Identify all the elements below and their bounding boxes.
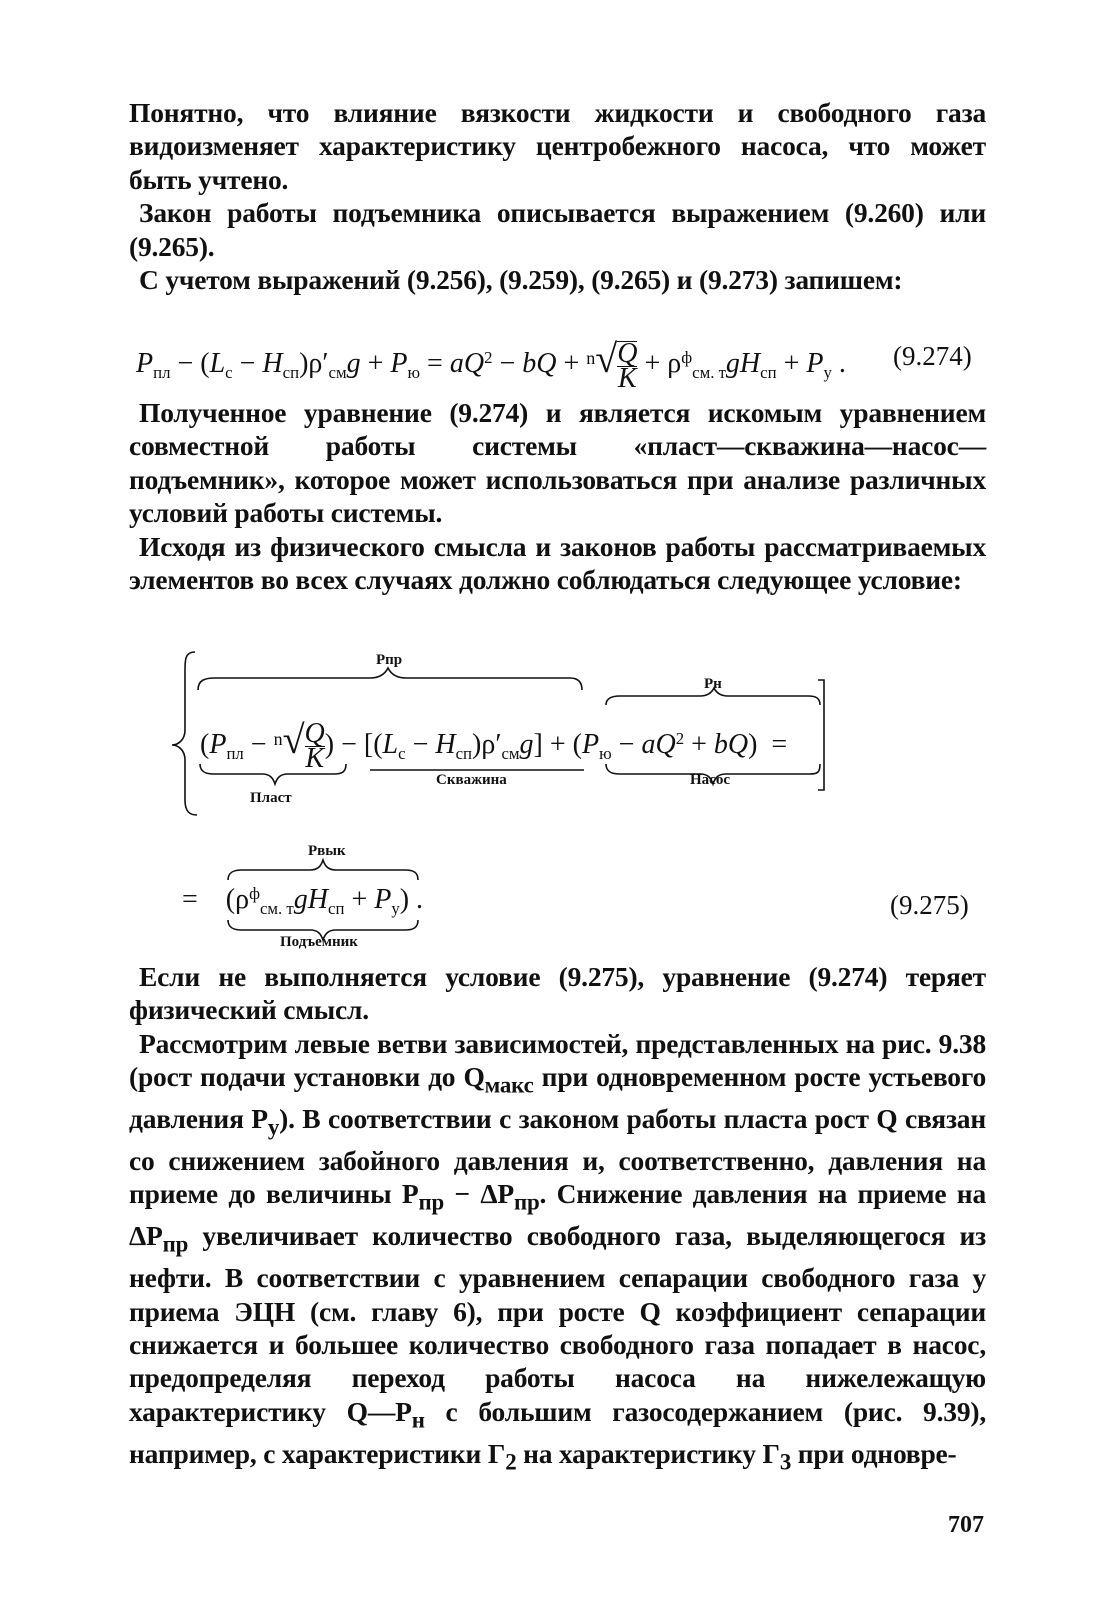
equation-9-275-top: ($P_{пл} - ^n√\frac{Q}{K}$ ) − $[(L_с - H_{сп})\rho'_{см}g] + (P_ю - aQ^2 + bQ)$ = [200, 717, 788, 775]
label-p-vyk: Pвык [308, 843, 346, 859]
label-skvazhina: Скважина [436, 772, 507, 788]
paragraph-2: Закон работы подъемника описывается выражением (9.260) или (9.265). [129, 197, 986, 262]
equation-number-9-274: (9.274) [893, 341, 972, 371]
label-p-n: Pн [704, 676, 722, 692]
paragraph-5: Исходя из физического смысла и законов работы рассматриваемых элементов во всех случаях должно соблюдаться следующее условие: [129, 530, 986, 596]
paragraph-7: Рассмотрим левые ветви зависимостей, представленных на рис. 9.38 (рост подачи установки до $Q_{макс}$ при одновременном росте устьевого давления $P_у$). В соответствии с законом работы пласта рост Q связан со снижением забойного давления и, соответственно, давления на приеме до величины $P_{пр} - \Delta P_{пр}$. Снижение давления на приеме на $\Delta P_{пр}$ увеличивает количество свободного газа, выделяющегося из нефти. В соответствии с уравнением сепарации свободного газа у приема ЭЦН (см. главу 6), при росте Q коэффициент сепарации снижается и большее количество свободного газа попадает в насос, предопределяя переход работы насоса на нижележащую характеристику $Q—P_н$ с большим газосодержанием (рис. 9.39), например, с характеристики $Г_2$ на характеристику $Г_3$ при одновре- [129, 1027, 987, 1475]
label-p-pr: Pпр [376, 652, 403, 668]
equation-number-9-275: (9.275) [890, 890, 969, 920]
equation-9-275-bottom: = $(\rho^ф_{см. т}gH_{сп} + P_у)$ . [182, 884, 424, 919]
text-block-bottom [129, 960, 986, 1479]
label-podemnik: Подъемник [280, 934, 358, 950]
page-number: 707 [948, 1512, 984, 1538]
label-nasos: Насос [690, 772, 730, 788]
paragraph-1: Понятно, что влияние вязкости жидкости и свободного газа видоизменяет характеристику центробежного насоса, что может быть учтено. [129, 97, 986, 195]
paragraph-3: С учетом выражений (9.256), (9.259), (9.265) и (9.273) запишем: [139, 264, 903, 296]
paragraph-6: Если не выполняется условие (9.275), уравнение (9.274) теряет физический смысл. [129, 961, 986, 1026]
equation-9-274: $P_{пл} - (L_с - H_{сп})\rho'_{см}g + P_ю = aQ^2$ − bQ + $^n√\frac{Q}{K}$ + $\rho^ф_{см. т}gH_{сп} + P_у$ . [136, 336, 846, 394]
label-plast: Пласт [250, 790, 292, 806]
paragraph-4: Полученное уравнение (9.274) и является искомым уравнением совместной работы системы «пласт—скважина—насос—подъемник», которое может использоваться при анализе различных условий работы системы. [129, 397, 986, 529]
